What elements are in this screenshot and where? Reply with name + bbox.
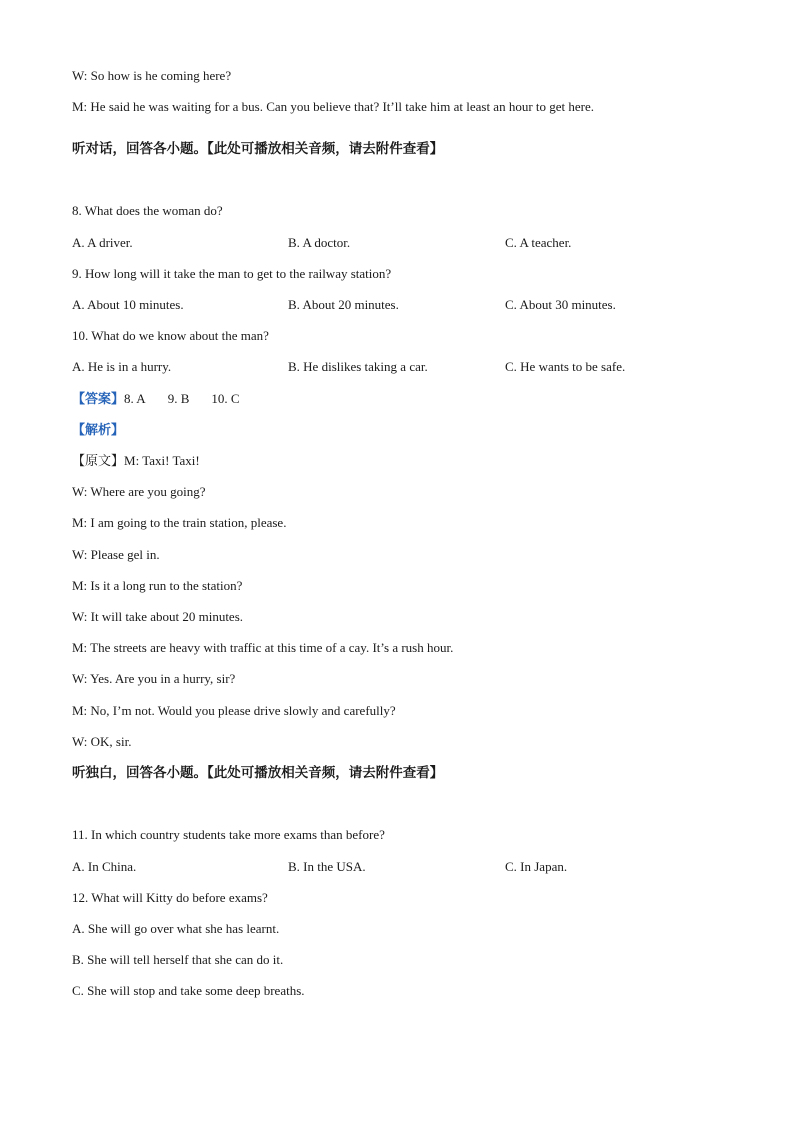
option-c: C. She will stop and take some deep breaths.	[72, 983, 305, 998]
transcript-line: W: It will take about 20 minutes.	[72, 609, 244, 624]
original-tag: 【原文】	[72, 454, 125, 469]
original-first-line	[72, 453, 200, 470]
transcript-line: W: OK, sir.	[72, 734, 132, 749]
answer-row	[72, 391, 262, 408]
section-instruction: 听独白，回答各小题。【此处可播放相关音频，请去附件查看】	[72, 765, 444, 781]
option-b: B. About 20 minutes.	[288, 297, 399, 312]
transcript-line: M: No, I’m not. Would you please drive slowly and carefully?	[72, 703, 396, 718]
question-9: 9. How long will it take the man to get to the railway station?	[72, 266, 392, 281]
option-a: A. About 10 minutes.	[72, 297, 184, 312]
transcript-line: M: Taxi! Taxi!	[124, 453, 200, 468]
analysis-tag: 【解析】	[72, 423, 125, 438]
option-a: A. A driver.	[72, 235, 133, 250]
analysis-row	[72, 422, 124, 439]
answer-item: 8. A	[124, 391, 146, 406]
question-8: 8. What does the woman do?	[72, 203, 223, 218]
option-c: C. A teacher.	[505, 235, 572, 250]
question-11: 11. In which country students take more exams than before?	[72, 827, 385, 842]
option-c: C. About 30 minutes.	[505, 297, 616, 312]
section-instruction: 听对话，回答各小题。【此处可播放相关音频，请去附件查看】	[72, 141, 444, 157]
option-b: B. A doctor.	[288, 235, 351, 250]
transcript-line: W: Yes. Are you in a hurry, sir?	[72, 671, 236, 686]
option-a: A. She will go over what she has learnt.	[72, 921, 280, 936]
transcript-line: M: Is it a long run to the station?	[72, 578, 243, 593]
dialogue-line: M: He said he was waiting for a bus. Can you believe that? It’ll take him at least an hour to get here.	[72, 99, 595, 114]
transcript-line: M: I am going to the train station, please.	[72, 515, 287, 530]
answer-tag: 【答案】	[72, 392, 125, 407]
question-12: 12. What will Kitty do before exams?	[72, 890, 268, 905]
option-a: A. In China.	[72, 859, 137, 874]
option-c: C. In Japan.	[505, 859, 568, 874]
transcript-line: W: Please gel in.	[72, 547, 160, 562]
option-a: A. He is in a hurry.	[72, 359, 172, 374]
transcript-line: M: The streets are heavy with traffic at this time of a cay. It’s a rush hour.	[72, 640, 454, 655]
dialogue-line: W: So how is he coming here?	[72, 68, 232, 83]
answer-item: 9. B	[167, 391, 190, 406]
option-b: B. In the USA.	[288, 859, 366, 874]
option-c: C. He wants to be safe.	[505, 359, 626, 374]
answer-item: 10. C	[211, 391, 240, 406]
option-b: B. He dislikes taking a car.	[288, 359, 428, 374]
option-b: B. She will tell herself that she can do it.	[72, 952, 284, 967]
transcript-line: W: Where are you going?	[72, 484, 206, 499]
question-10: 10. What do we know about the man?	[72, 328, 269, 343]
